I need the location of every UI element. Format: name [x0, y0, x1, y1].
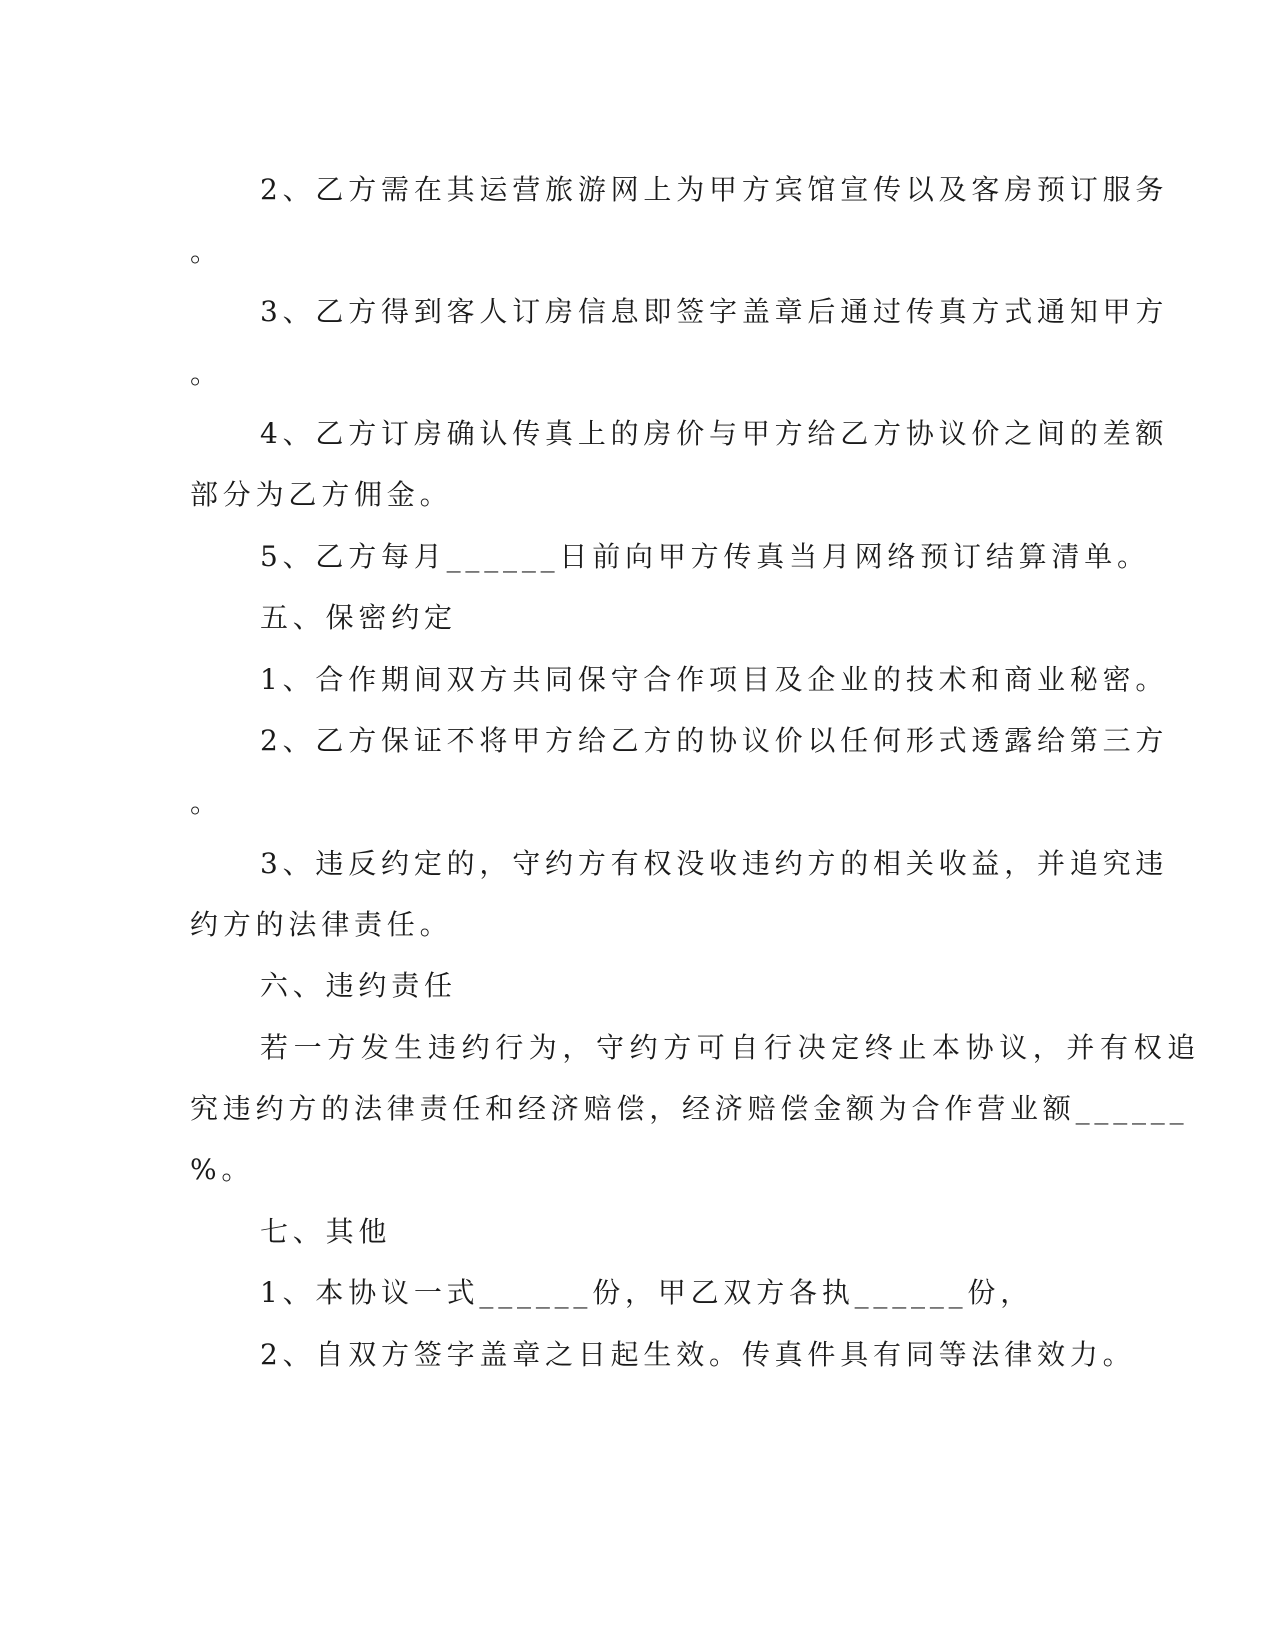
- breach-paragraph-line-1: 若一方发生违约行为，守约方可自行决定终止本协议，并有权追: [260, 1031, 1201, 1064]
- clause-3-line-2: 。: [190, 357, 223, 390]
- section-5-heading: 五、保密约定: [260, 601, 457, 634]
- section-7-heading: 七、其他: [260, 1215, 392, 1248]
- confidentiality-clause-2-line-2: 。: [190, 786, 223, 819]
- confidentiality-clause-3-line-1: 3、违反约定的，守约方有权没收违约方的相关收益，并追究违: [260, 847, 1169, 880]
- other-clause-1: 1、本协议一式______份，甲乙双方各执______份，: [260, 1276, 1034, 1309]
- clause-2-line-2: 。: [190, 235, 223, 268]
- confidentiality-clause-1: 1、合作期间双方共同保守合作项目及企业的技术和商业秘密。: [260, 663, 1169, 696]
- other-clause-2: 2、自双方签字盖章之日起生效。传真件具有同等法律效力。: [260, 1338, 1136, 1371]
- clause-5-line: 5、乙方每月______日前向甲方传真当月网络预订结算清单。: [260, 540, 1150, 573]
- confidentiality-clause-2-line-1: 2、乙方保证不将甲方给乙方的协议价以任何形式透露给第三方: [260, 724, 1169, 757]
- confidentiality-clause-3-line-2: 约方的法律责任。: [190, 908, 453, 941]
- clause-4-line-2: 部分为乙方佣金。: [190, 478, 453, 511]
- breach-paragraph-line-2: 究违约方的法律责任和经济赔偿，经济赔偿金额为合作营业额______: [190, 1092, 1189, 1125]
- breach-paragraph-line-3: %。: [190, 1153, 255, 1186]
- section-6-heading: 六、违约责任: [260, 969, 457, 1002]
- clause-3-line-1: 3、乙方得到客人订房信息即签字盖章后通过传真方式通知甲方: [260, 295, 1169, 328]
- clause-2-line-1: 2、乙方需在其运营旅游网上为甲方宾馆宣传以及客房预订服务: [260, 173, 1169, 206]
- clause-4-line-1: 4、乙方订房确认传真上的房价与甲方给乙方协议价之间的差额: [260, 417, 1169, 450]
